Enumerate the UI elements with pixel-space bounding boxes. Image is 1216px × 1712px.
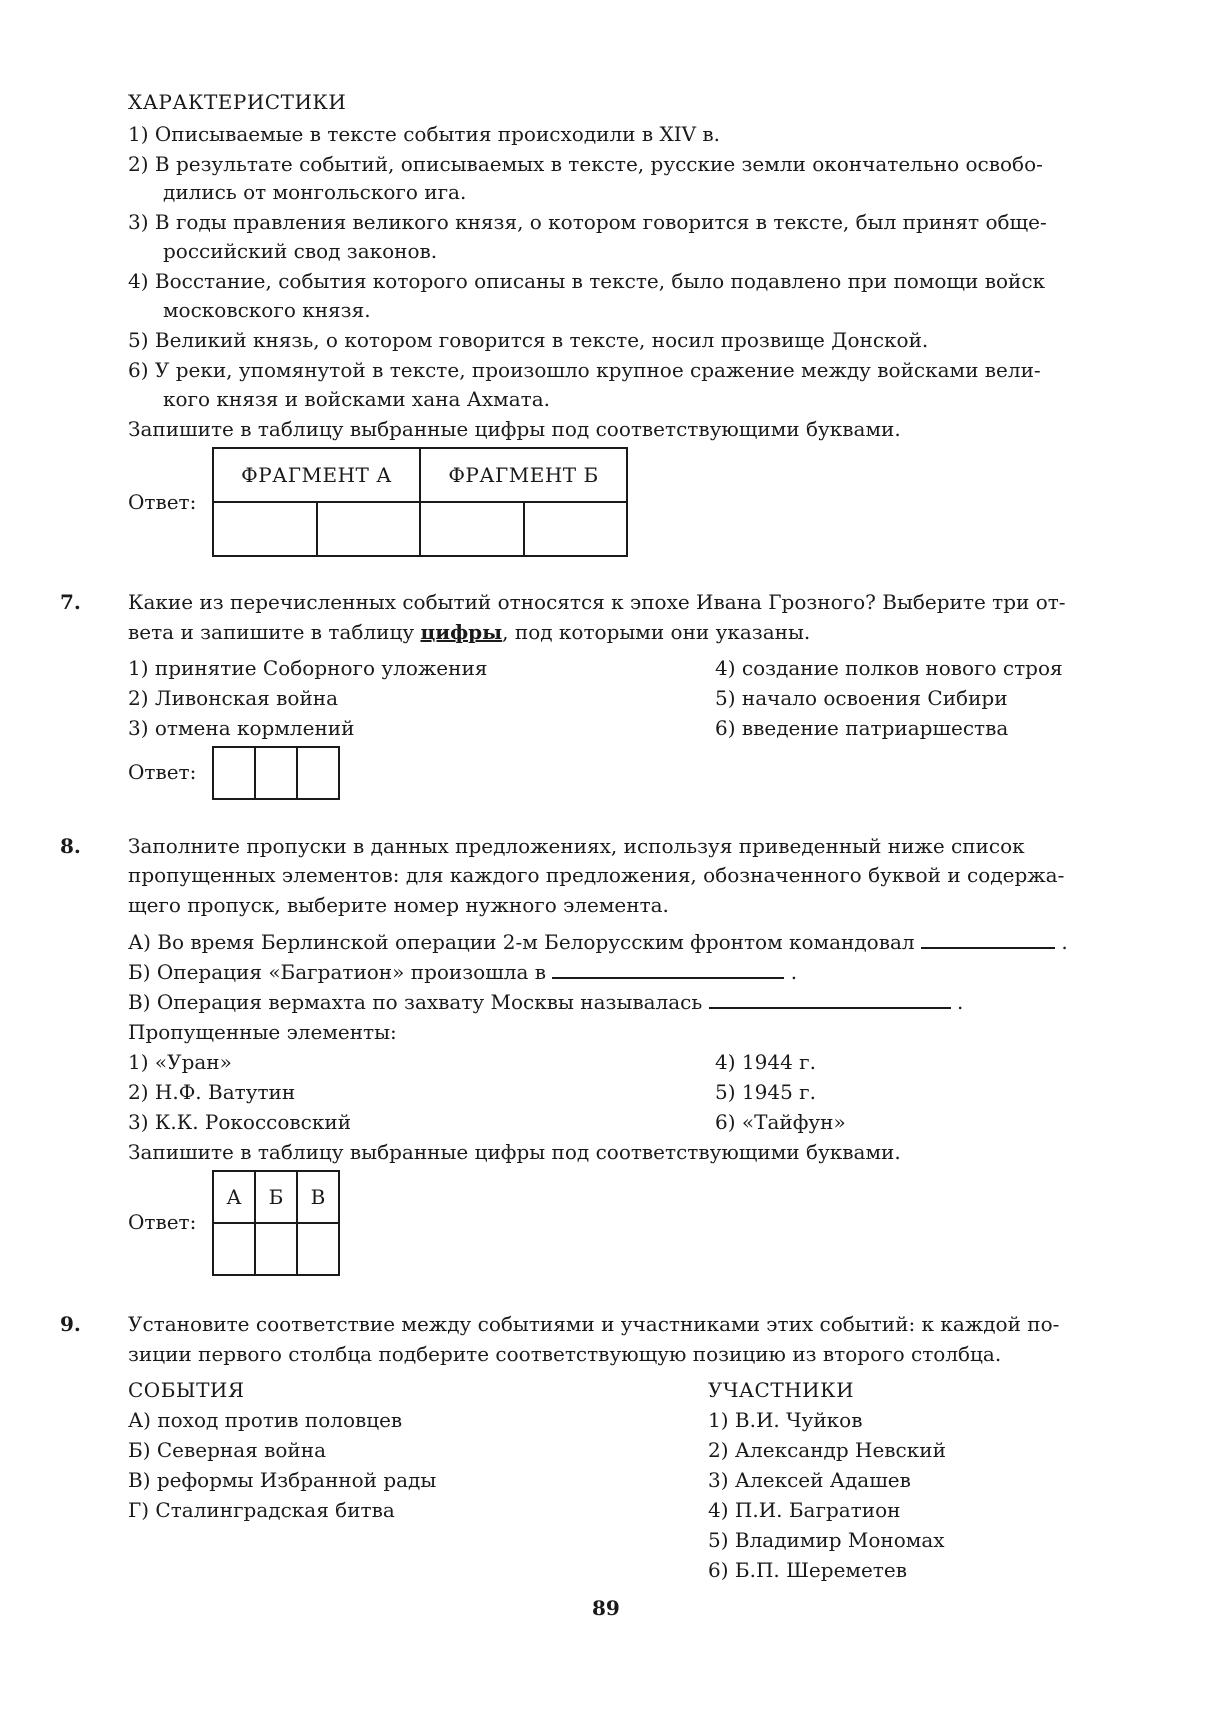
q8-option-6: 6) «Тайфун» bbox=[715, 1110, 846, 1134]
q9-participant-5: 5) Владимир Мономах bbox=[708, 1528, 945, 1552]
q7-option-3: 3) отмена кормлений bbox=[128, 716, 355, 740]
q8-sentence-a: А) Во время Берлинской операции 2-м Белорусским фронтом командовал . bbox=[128, 930, 1068, 954]
q9-participant-2: 2) Александр Невский bbox=[708, 1438, 946, 1462]
q9-text-line-1: Установите соответствие между событиями и участниками этих событий: к каждой по- bbox=[128, 1312, 1060, 1336]
q6-item-3-cont: российский свод законов. bbox=[163, 239, 438, 263]
q8-col-c-header: В bbox=[297, 1171, 339, 1223]
q8-option-2: 2) Н.Ф. Ватутин bbox=[128, 1080, 296, 1104]
q9-event-b: Б) Северная война bbox=[128, 1438, 327, 1462]
q9-participant-6: 6) Б.П. Шереметев bbox=[708, 1558, 907, 1582]
q6-answer-cell[interactable] bbox=[420, 502, 524, 556]
q6-col-a-header: ФРАГМЕНТ А bbox=[213, 448, 420, 502]
q6-item-2-cont: дились от монгольского ига. bbox=[163, 180, 467, 204]
q6-item-6: 6) У реки, упомянутой в тексте, произошло крупное сражение между войсками вели- bbox=[128, 358, 1041, 382]
q8-missing-header: Пропущенные элементы: bbox=[128, 1020, 397, 1044]
q6-answer-cell[interactable] bbox=[317, 502, 421, 556]
q9-text-line-2: зиции первого столбца подберите соответствующую позицию из второго столбца. bbox=[128, 1342, 1002, 1366]
q6-item-1: 1) Описываемые в тексте события происходили в XIV в. bbox=[128, 122, 721, 146]
q9-participants-header: УЧАСТНИКИ bbox=[708, 1378, 855, 1402]
q8-col-b-header: Б bbox=[255, 1171, 297, 1223]
q8-answer-table bbox=[212, 1170, 340, 1276]
q7-text-line-1: Какие из перечисленных событий относятся к эпохе Ивана Грозного? Выберите три от- bbox=[128, 590, 1066, 614]
q7-answer-cell[interactable] bbox=[213, 747, 255, 799]
q6-item-6-cont: кого князя и войсками хана Ахмата. bbox=[163, 387, 551, 411]
q8-blank-a[interactable] bbox=[921, 929, 1055, 949]
q9-number: 9. bbox=[60, 1312, 81, 1336]
q6-answer-table bbox=[212, 447, 628, 557]
q6-item-4: 4) Восстание, события которого описаны в тексте, было подавлено при помощи войск bbox=[128, 269, 1046, 293]
q6-item-2: 2) В результате событий, описываемых в тексте, русские земли окончательно освобо- bbox=[128, 152, 1043, 176]
q6-answer-cell[interactable] bbox=[524, 502, 628, 556]
q8-answer-cell[interactable] bbox=[297, 1223, 339, 1275]
q6-col-b-header: ФРАГМЕНТ Б bbox=[420, 448, 627, 502]
q6-answer-cell[interactable] bbox=[213, 502, 317, 556]
q8-number: 8. bbox=[60, 834, 81, 858]
q8-sentence-c: В) Операция вермахта по захвату Москвы называлась . bbox=[128, 990, 964, 1014]
q6-item-5: 5) Великий князь, о котором говорится в тексте, носил прозвище Донской. bbox=[128, 328, 929, 352]
q9-participant-4: 4) П.И. Багратион bbox=[708, 1498, 901, 1522]
q8-option-4: 4) 1944 г. bbox=[715, 1050, 816, 1074]
q7-answer-label: Ответ: bbox=[128, 760, 197, 784]
q9-event-a: А) поход против половцев bbox=[128, 1408, 403, 1432]
q8-blank-b[interactable] bbox=[552, 959, 784, 979]
q9-event-c: В) реформы Избранной рады bbox=[128, 1468, 437, 1492]
q6-item-4-cont: московского князя. bbox=[163, 298, 371, 322]
q8-col-a-header: А bbox=[213, 1171, 255, 1223]
q8-answer-cell[interactable] bbox=[255, 1223, 297, 1275]
q8-sentence-b: Б) Операция «Багратион» произошла в . bbox=[128, 960, 798, 984]
q7-option-6: 6) введение патриаршества bbox=[715, 716, 1009, 740]
q7-option-5: 5) начало освоения Сибири bbox=[715, 686, 1008, 710]
q8-option-3: 3) К.К. Рокоссовский bbox=[128, 1110, 352, 1134]
q7-option-1: 1) принятие Соборного уложения bbox=[128, 656, 488, 680]
q8-answer-cell[interactable] bbox=[213, 1223, 255, 1275]
q9-events-header: СОБЫТИЯ bbox=[128, 1378, 245, 1402]
q8-answer-label: Ответ: bbox=[128, 1210, 197, 1234]
q8-instruction: Запишите в таблицу выбранные цифры под соответствующими буквами. bbox=[128, 1140, 901, 1164]
q8-text-line-2: пропущенных элементов: для каждого предложения, обозначенного буквой и содержа- bbox=[128, 863, 1065, 887]
page-number: 89 bbox=[592, 1596, 620, 1620]
q7-option-4: 4) создание полков нового строя bbox=[715, 656, 1063, 680]
q9-participant-1: 1) В.И. Чуйков bbox=[708, 1408, 863, 1432]
q6-answer-label: Ответ: bbox=[128, 490, 197, 514]
q6-item-3: 3) В годы правления великого князя, о котором говорится в тексте, был принят обще- bbox=[128, 210, 1047, 234]
q7-option-2: 2) Ливонская война bbox=[128, 686, 339, 710]
q7-number: 7. bbox=[60, 590, 81, 614]
q8-text-line-1: Заполните пропуски в данных предложениях, используя приведенный ниже список bbox=[128, 834, 1025, 858]
q7-answer-table bbox=[212, 746, 340, 800]
q7-text-line-2: вета и запишите в таблицу цифры, под которыми они указаны. bbox=[128, 620, 811, 644]
q6-characteristics-header: ХАРАКТЕРИСТИКИ bbox=[128, 90, 347, 114]
q8-blank-c[interactable] bbox=[709, 989, 951, 1009]
q7-emphasis: цифры bbox=[420, 620, 503, 644]
q8-option-5: 5) 1945 г. bbox=[715, 1080, 816, 1104]
q9-event-d: Г) Сталинградская битва bbox=[128, 1498, 395, 1522]
q9-participant-3: 3) Алексей Адашев bbox=[708, 1468, 911, 1492]
q8-text-line-3: щего пропуск, выберите номер нужного элемента. bbox=[128, 893, 669, 917]
q7-answer-cell[interactable] bbox=[255, 747, 297, 799]
q6-instruction: Запишите в таблицу выбранные цифры под соответствующими буквами. bbox=[128, 417, 901, 441]
q8-option-1: 1) «Уран» bbox=[128, 1050, 232, 1074]
q7-answer-cell[interactable] bbox=[297, 747, 339, 799]
